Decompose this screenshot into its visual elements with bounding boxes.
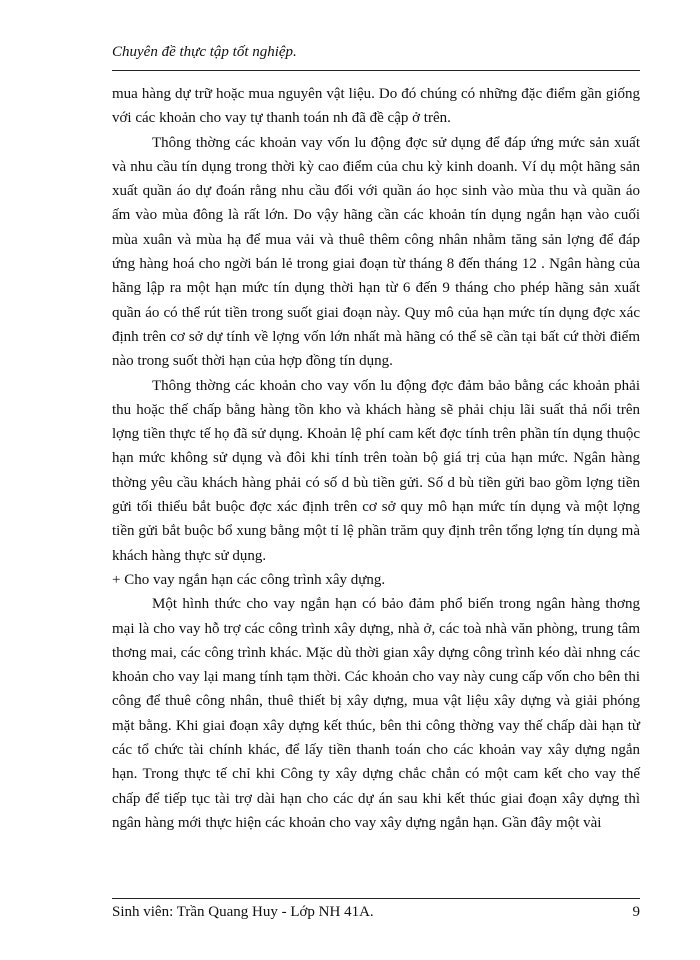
paragraph-collateral-terms: Thông thờng các khoản cho vay vốn lu động đợc đảm bảo bằng các khoản phải thu hoặc thế chấp bằng hàng tồn kho và khách hàng sẽ phải chịu lãi suất thả nổi trên lợng tiền thực tế họ đã sử dụng. Khoản lệ phí cam kết đợc tính trên phần tín dụng thuộc hạn mức không sử dụng và đôi khi tính trên toàn bộ giá trị của hạn mức. Ngân hàng thờng yêu cầu khách hàng phải có số d bù tiền gửi. Số d bù tiền gửi bao gồm lợng tiền gửi tối thiểu bắt buộc đợc xác định trên cơ sở quy mô hạn mức tín dụng và một lợng tiền gửi bắt buộc bổ xung bằng một tỉ lệ phần trăm quy định trên tổng lợng tín dụng mà khách hàng thực sử dụng.: [112, 377, 640, 564]
footer-divider: [112, 898, 640, 899]
section-heading-construction-loans: + Cho vay ngắn hạn các công trình xây dựng.: [112, 571, 386, 588]
paragraph-working-capital-loans: Thông thờng các khoản vay vốn lu động đợc sử dụng để đáp ứng mức sản xuất và nhu cầu tín dụng trong thời kỳ cao điểm của chu kỳ kinh doanh. Ví dụ một hãng sản xuất quần áo dự đoán rằng nhu cầu đối với quần áo học sinh vào mùa thu và quần áo ấm vào mùa đông là rất lớn. Do vậy hãng cần các khoản tín dụng ngắn hạn vào cuối mùa xuân và mùa hạ để mua vải và thuê thêm công nhân nhằm tăng sản lợng để đáp ứng hàng hoá cho ngời bán lẻ trong giai đoạn từ tháng 8 đến tháng 12 . Ngân hàng của hãng lập ra một hạn mức tín dụng thời hạn từ 6 đến 9 tháng cho phép hãng sản xuất quần áo có thể rút tiền trong suốt giai đoạn này. Quy mô của hạn mức tín dụng đợc xác định trên cơ sở dự tính về lợng vốn lớn nhất mà hãng có thể sẽ cần tại bất cứ thời điểm nào trong suốt thời hạn của hợp đồng tín dụng.: [112, 134, 640, 370]
paragraph-construction-loans: Một hình thức cho vay ngắn hạn có bảo đảm phổ biến trong ngân hàng thơng mại là cho vay hỗ trợ các công trình xây dựng, nhà ở, các toà nhà văn phòng, trung tâm thơng mai, các công trình khác. Mặc dù thời gian xây dựng công trình kéo dài nhng các khoản cho vay lại mang tính tạm thời. Các khoản cho vay này cung cấp vốn cho bên thi công để thuê công nhân, thuê thiết bị xây dựng, mua vật liệu xây dựng và giải phóng mặt bằng. Khi giai đoạn xây dựng kết thúc, bên thi công thờng vay thế chấp dài hạn từ các tổ chức tài chính khác, để lấy tiền thanh toán cho các khoản vay xây dựng ngắn hạn. Trong thực tế chỉ khi Công ty xây dựng chắc chắn có một cam kết cho vay thế chấp để tiếp tục tài trợ dài hạn cho các dự án sau khi kết thúc giai đoạn xây dựng thì ngân hàng mới thực hiện các khoản cho vay xây dựng ngắn hạn. Gần đây một vài: [112, 596, 640, 831]
header-divider: [112, 70, 640, 71]
page-header-title: Chuyên đề thực tập tốt nghiệp.: [112, 44, 297, 60]
paragraph-continuation: mua hàng dự trữ hoặc mua nguyên vật liệu. Do đó chúng có những đặc điểm gần giống với các khoản cho vay tự thanh toán nh đã đề cập ở trên.: [112, 86, 640, 127]
footer-student-info: Sinh viên: Trần Quang Huy - Lớp NH 41A.: [112, 904, 374, 920]
document-body: [112, 82, 640, 835]
page-number: 9: [632, 904, 640, 920]
